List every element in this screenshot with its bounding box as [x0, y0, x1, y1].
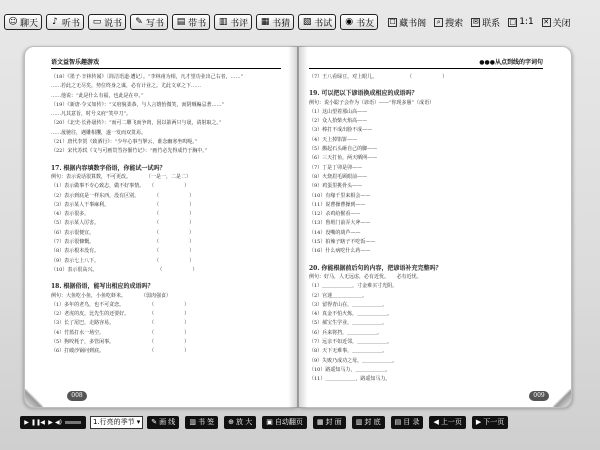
review-button[interactable] — [214, 14, 252, 30]
text-line: （11）说曹操曹操到—— — [309, 201, 366, 208]
text-line: （5）搬起石头砸自己的脚—— — [309, 146, 378, 153]
left-page-number: 008 — [67, 391, 87, 401]
text-line: （3）表示某人干事麻利。 （ ） — [51, 201, 195, 208]
right-page[interactable] — [298, 46, 572, 408]
bottom-buttons — [147, 416, 508, 429]
text-line: （1）表示做事不专心致志，做不好事情。 （ ） — [51, 183, 190, 190]
text-line: （6）打破沙锅问到底。 （ ） — [51, 348, 190, 355]
bookshelf-link[interactable] — [388, 16, 426, 29]
text-line: （2）官迷＿＿＿＿＿＿。 — [309, 292, 368, 299]
paragraph-gap — [51, 157, 281, 161]
exam-icon: ▧ — [302, 17, 312, 27]
autoflip-icon: ▣ — [266, 418, 273, 426]
close-link[interactable] — [542, 16, 571, 29]
left-page-curl[interactable] — [25, 389, 43, 407]
chevron-down-icon: ▾ — [136, 418, 141, 426]
cover-icon: ▦ — [316, 418, 324, 426]
control-button-label: 封 面 — [325, 418, 342, 426]
text-line: ……他说：“此是什么有福，也此是在中。” — [51, 92, 144, 99]
text-line: 例句：大鱼吃小鱼，小鱼吃虾米。 （弱肉强食） — [51, 292, 172, 299]
text-line: （1）＿＿＿＿＿＿，寸金难买寸光阴。 — [309, 283, 398, 290]
close-icon: ✕ — [543, 17, 550, 26]
text-line: （1）多年的老鸟，也不可贪恋。 （ ） — [51, 301, 190, 308]
text-line: （22）宋代苏轼《文与可画筼筜谷偃竹记》：“画竹必先得成竹于胸中。” — [51, 148, 208, 155]
text-line: （9）失败乃成功之母，＿＿＿＿＿＿。 — [309, 357, 398, 364]
volume-icon[interactable]: ◀) — [55, 418, 62, 426]
control-button-label: 放 大 — [236, 418, 253, 426]
chat-button[interactable] — [4, 14, 42, 30]
text-line: ……若此之无尽矣。势位终身之谋，必有计业之。尤此文章之下…… — [51, 83, 202, 90]
paragraph-gap — [309, 82, 543, 86]
control-button-label: 目 录 — [403, 418, 420, 426]
read-button[interactable] — [172, 14, 210, 30]
bookmark-button[interactable] — [185, 416, 218, 429]
text-line: （14）没嘴的葫芦—— — [309, 229, 361, 236]
top-toolbar — [0, 0, 600, 44]
zoom-in-icon: ⊕ — [228, 418, 235, 426]
text-line: （3）棒打不成出脸不成—— — [309, 127, 373, 134]
text-line: （8）火烧眉毛顾眼前—— — [309, 173, 368, 180]
exam-button[interactable] — [298, 14, 336, 30]
chat-icon: ☺ — [8, 17, 18, 27]
play-icon[interactable]: ▶ — [24, 418, 29, 426]
track-select-value: 1.行亮的季节 — [93, 418, 135, 426]
zoom-in-button[interactable] — [224, 416, 256, 429]
playback-controls — [20, 416, 86, 429]
toolbar-button-label: 写书 — [146, 18, 165, 29]
read-icon: ▤ — [176, 17, 186, 27]
toc-icon: ▤ — [394, 418, 402, 426]
paragraph-gap — [309, 257, 543, 261]
text-line: （21）唐代李贺《致酒行》：“少年心事当拏云，谁念幽寒坐呜呃。” — [51, 139, 198, 146]
exercise-heading: 17. 根据内容填数字俗语，你能试一试吗？ — [51, 164, 166, 172]
contact-icon: ✉ — [472, 17, 479, 26]
text-line: （9）鸡蛋里挑骨头—— — [309, 183, 363, 190]
text-line: （4）竹篮打水一场空。 （ ） — [51, 329, 190, 336]
control-button-label: 自动翻页 — [274, 418, 303, 426]
toolbar-link-label: 1:1 — [519, 17, 534, 27]
toolbar-button-label: 听书 — [62, 18, 81, 29]
toolbar-link-label: 关闭 — [552, 18, 571, 29]
toolbar-button-label: 聊天 — [20, 18, 39, 29]
text-line: （3）长了尾巴，走路容易。 （ ） — [51, 320, 190, 327]
text-line: （5）表示某人厉害。 （ ） — [51, 220, 195, 227]
text-line: （12）杀鸡给猴看—— — [309, 211, 361, 218]
text-line: （20）《北史·长孙晟传》：“而可二雕飞而争肉，因以箭两只与晟，请射取之。” — [51, 120, 222, 127]
listen-icon: ♪ — [52, 17, 58, 27]
text-line: （2）众人拾柴火焰高—— — [309, 118, 368, 125]
text-line: （10）路遥知马力，＿＿＿＿＿＿。 — [309, 366, 391, 373]
write-icon: ✎ — [135, 17, 143, 27]
toolbar-link-label: 联系 — [482, 18, 501, 29]
previous-track-icon[interactable]: ◀ — [40, 418, 45, 426]
text-line: （7）王八看绿豆，对上眼儿。 （ ） — [309, 74, 448, 80]
text-line: （16）什么病吃什么药—— — [309, 248, 371, 255]
text-line: （11）＿＿＿＿＿＿，路遥知马力。 — [309, 376, 391, 383]
toolbar-button-label: 书评 — [230, 18, 249, 29]
text-line: （5）郝宝生学业，＿＿＿＿＿＿。 — [309, 320, 388, 327]
left-page-content — [51, 73, 281, 357]
text-line: （18）《墨子·辛林传闻》〔简洁语道·遭记〕。“李林甫为相，凡才望功业出己右者，……” — [51, 74, 244, 80]
bookmark-icon: ▥ — [189, 418, 196, 426]
write-button[interactable] — [130, 14, 168, 30]
cover-button[interactable] — [313, 416, 346, 429]
text-line: （7）丁是丁卯是卯—— — [309, 164, 363, 171]
text-line: （1）这山望着那山高—— — [309, 108, 368, 115]
toolbar-button-label: 书试 — [314, 18, 333, 29]
guess-button[interactable] — [256, 14, 294, 30]
toolbar-buttons — [4, 14, 382, 30]
tell-button[interactable] — [88, 14, 126, 30]
volume-slider[interactable] — [65, 421, 81, 424]
text-line: （3）留得青山在，＿＿＿＿＿＿。 — [309, 301, 388, 308]
text-line: 例句：说小聪子会作为（谚语）——“你现多愚”（成语） — [309, 99, 435, 106]
toolbar-link-label: 搜索 — [445, 18, 464, 29]
autoflip-button[interactable] — [262, 416, 307, 429]
exercise-heading: 19. 可以把以下谚语换成相应的成语吗？ — [309, 90, 418, 98]
text-line: （6）表示很便宜。 （ ） — [51, 229, 195, 236]
control-button-label: 封 底 — [364, 418, 381, 426]
prev-page-button[interactable] — [429, 416, 465, 429]
text-line: （19）《新唐·令义如传》：“义府貌柔恭，与人言嬉怡微笑，而阴贼褊忌著……” — [51, 101, 225, 108]
bookshelf-icon: ☐ — [389, 17, 396, 26]
control-button-label: 上一页 — [440, 418, 462, 426]
left-page[interactable] — [24, 46, 298, 408]
right-page-header: ●●●从点到线的字词句 — [309, 57, 543, 69]
next-page-icon: ▶ — [475, 418, 482, 426]
text-line: ……凡其意旨，时号义府“笑中刀”。 — [51, 111, 132, 118]
control-button-label: 下一页 — [483, 418, 505, 426]
text-line: 例句：表示说话很算数，不可更改。 （一是一，二是二） — [51, 173, 192, 180]
toolbar-links — [388, 16, 571, 29]
tell-icon: ▭ — [92, 17, 102, 27]
friend-button[interactable] — [340, 14, 378, 30]
pen-button[interactable] — [147, 416, 179, 429]
search-icon: ⌕ — [434, 18, 443, 27]
text-line: 例句：好马，人无远虑，必有近忧。 必有近忧。 — [309, 273, 422, 280]
guess-icon: ▦ — [260, 17, 270, 27]
text-line: （6）兵来将挡，＿＿＿＿＿＿。 — [309, 329, 383, 336]
backcover-icon: ▥ — [355, 418, 363, 426]
next-page-button[interactable] — [472, 416, 508, 429]
pause-icon[interactable]: ❚❚ — [31, 418, 42, 426]
track-select[interactable] — [90, 416, 143, 429]
text-line: （2）表示到底是一样东西，没有区别。 （ ） — [51, 192, 195, 199]
right-page-number: 009 — [529, 391, 549, 401]
toc-button[interactable] — [391, 416, 424, 429]
text-line: （4）真金不怕火炼，＿＿＿＿＿＿。 — [309, 311, 393, 318]
left-page-header: 语文益智乐趣游戏 — [51, 57, 281, 69]
toolbar-button-label: 带书 — [188, 18, 207, 29]
exercise-heading: 20. 你能根据前后句的内容，把谚语补充完整吗？ — [309, 264, 442, 272]
toolbar-button-label: 书猜 — [272, 18, 291, 29]
backcover-button[interactable] — [352, 416, 385, 429]
text-line: （10）有缘千里来相会—— — [309, 192, 371, 199]
control-button-label: 画 线 — [159, 418, 176, 426]
contact-link[interactable] — [471, 16, 500, 29]
search-link[interactable] — [434, 16, 463, 29]
text-line: （5）狗咬耗子，多管闲事。 （ ） — [51, 339, 190, 346]
text-line: （2）老虎的皮，比先生的还要好。 （ ） — [51, 311, 190, 318]
next-track-icon[interactable]: ▶ — [48, 418, 53, 426]
text-line: （4）表示很多。 （ ） — [51, 211, 195, 218]
bottom-controls — [0, 410, 600, 434]
text-line: （8）天下无难事，＿＿＿＿＿＿。 — [309, 348, 388, 355]
paragraph-gap — [51, 275, 281, 279]
text-line: （10）表示很高兴。 （ ） — [51, 266, 198, 273]
listen-button[interactable] — [46, 14, 84, 30]
pen-icon: ✎ — [151, 418, 158, 426]
control-button-label: 书 签 — [197, 418, 215, 426]
ratio-link[interactable] — [508, 17, 533, 27]
text-line: （7）远亲不如近邻，＿＿＿＿＿＿。 — [309, 339, 393, 346]
text-line: （6）三天打鱼，两天晒网—— — [309, 155, 378, 162]
friend-icon: ◉ — [345, 17, 354, 27]
ratio-icon: □ — [509, 17, 516, 26]
right-page-content — [309, 73, 543, 385]
text-line: （15）拍辣子瞎子不吃饭—— — [309, 239, 376, 246]
right-page-curl[interactable] — [553, 389, 571, 407]
toolbar-button-label: 说书 — [104, 18, 123, 29]
text-line: ……晟驰往，遇雕相攫，遂一发而双贯焉。 — [51, 129, 147, 136]
toolbar-button-label: 书友 — [356, 18, 375, 29]
text-line: （7）表示很慷慨。 （ ） — [51, 239, 195, 246]
text-line: （8）表示根本没有。 （ ） — [51, 248, 195, 255]
prev-page-icon: ◀ — [433, 418, 439, 426]
text-line: （13）鲁班门前弄大斧—— — [309, 220, 371, 227]
review-icon: ▥ — [218, 17, 228, 27]
text-line: （9）表示七上八下。 （ ） — [51, 257, 195, 264]
toolbar-link-label: 藏书阁 — [399, 18, 427, 29]
book-viewer — [24, 46, 572, 408]
text-line: （4）天上掉馅饼—— — [309, 136, 358, 143]
exercise-heading: 18. 根据俗语，能写出相应的成语吗？ — [51, 283, 154, 291]
